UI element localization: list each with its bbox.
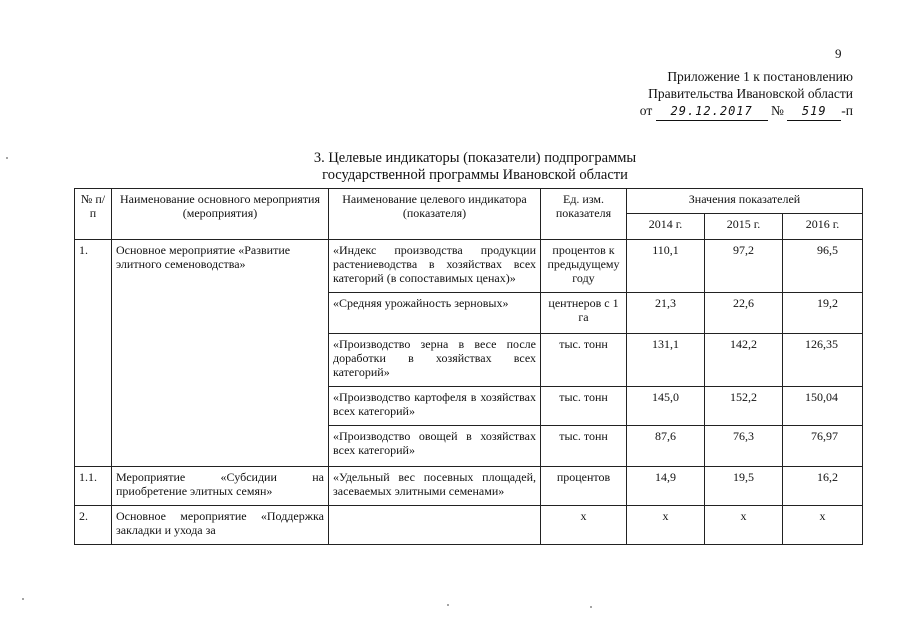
row-indicator: «Средняя урожайность зерновых»: [329, 293, 541, 334]
row-indicator: «Удельный вес посевных площадей, засеваемых элитными семенами»: [329, 467, 541, 506]
appendix-header: [640, 68, 853, 121]
scan-speck: [6, 157, 8, 159]
indicators-table: [74, 188, 863, 545]
row-unit: тыс. тонн: [541, 426, 627, 467]
row-indicator: «Индекс производства продукции растениеводства в хозяйствах всех категорий (в сопоставимых ценах)»: [329, 240, 541, 293]
row-value-2014: 145,0: [627, 387, 705, 426]
row-unit: процентов: [541, 467, 627, 506]
row-value-2016: 126,35: [783, 334, 863, 387]
row-value-2015: 97,2: [705, 240, 783, 293]
row-value-2014: 110,1: [627, 240, 705, 293]
row-unit: х: [541, 506, 627, 545]
row-unit: процентов к предыдущему году: [541, 240, 627, 293]
section-title-line-2: государственной программы Ивановской области: [322, 167, 628, 183]
header-activity: Наименование основного мероприятия (мероприятия): [112, 189, 329, 240]
table-row: [75, 240, 863, 293]
section-title-line-1: 3. Целевые индикаторы (показатели) подпрограммы: [313, 150, 637, 166]
row-value-2014: 14,9: [627, 467, 705, 506]
appendix-line-1: Приложение 1 к постановлению: [667, 69, 853, 84]
row-value-2016: 150,04: [783, 387, 863, 426]
from-label: от: [639, 103, 653, 118]
section-title: [240, 150, 710, 184]
row-value-2015: 152,2: [705, 387, 783, 426]
row-value-2016: 96,5: [783, 240, 863, 293]
row-value-2014: 131,1: [627, 334, 705, 387]
row-value-2014: 21,3: [627, 293, 705, 334]
header-values: Значения показателей: [627, 189, 863, 214]
scan-speck: [22, 598, 24, 600]
row-value-2014: х: [627, 506, 705, 545]
appendix-line-2: Правительства Ивановской области: [648, 86, 853, 101]
row-activity: Основное мероприятие «Поддержка закладки и ухода за: [112, 506, 329, 545]
scan-speck: [447, 604, 449, 606]
header-2016: 2016 г.: [783, 213, 863, 239]
number-suffix: -п: [841, 103, 853, 118]
row-value-2014: 87,6: [627, 426, 705, 467]
row-activity: Основное мероприятие «Развитие элитного семеноводства»: [112, 240, 329, 467]
row-indicator: «Производство картофеля в хозяйствах всех категорий»: [329, 387, 541, 426]
row-value-2015: 19,5: [705, 467, 783, 506]
row-value-2016: х: [783, 506, 863, 545]
row-value-2015: 142,2: [705, 334, 783, 387]
header-unit: Ед. изм. показателя: [541, 189, 627, 240]
handwritten-number: 519: [787, 103, 841, 121]
row-value-2015: 22,6: [705, 293, 783, 334]
row-activity: Мероприятие «Субсидии на приобретение элитных семян»: [112, 467, 329, 506]
header-num: № п/п: [75, 189, 112, 240]
row-value-2016: 76,97: [783, 426, 863, 467]
row-unit: центнеров с 1 га: [541, 293, 627, 334]
header-2014: 2014 г.: [627, 213, 705, 239]
row-num: 2.: [75, 506, 112, 545]
handwritten-date: 29.12.2017: [656, 103, 768, 121]
table-row: [75, 467, 863, 506]
row-num: 1.1.: [75, 467, 112, 506]
row-indicator: «Производство овощей в хозяйствах всех категорий»: [329, 426, 541, 467]
header-indicator: Наименование целевого индикатора (показателя): [329, 189, 541, 240]
table-header-row: [75, 189, 863, 214]
row-value-2016: 19,2: [783, 293, 863, 334]
row-indicator: «Производство зерна в весе после доработки в хозяйствах всех категорий»: [329, 334, 541, 387]
scan-speck: [590, 606, 592, 608]
number-label: №: [771, 103, 784, 118]
row-value-2015: 76,3: [705, 426, 783, 467]
table-row: [75, 506, 863, 545]
row-value-2016: 16,2: [783, 467, 863, 506]
appendix-line-3: [640, 102, 853, 121]
row-value-2015: х: [705, 506, 783, 545]
page-number: 9: [835, 46, 842, 61]
row-unit: тыс. тонн: [541, 334, 627, 387]
header-2015: 2015 г.: [705, 213, 783, 239]
row-unit: тыс. тонн: [541, 387, 627, 426]
row-num: 1.: [75, 240, 112, 467]
row-indicator: [329, 506, 541, 545]
